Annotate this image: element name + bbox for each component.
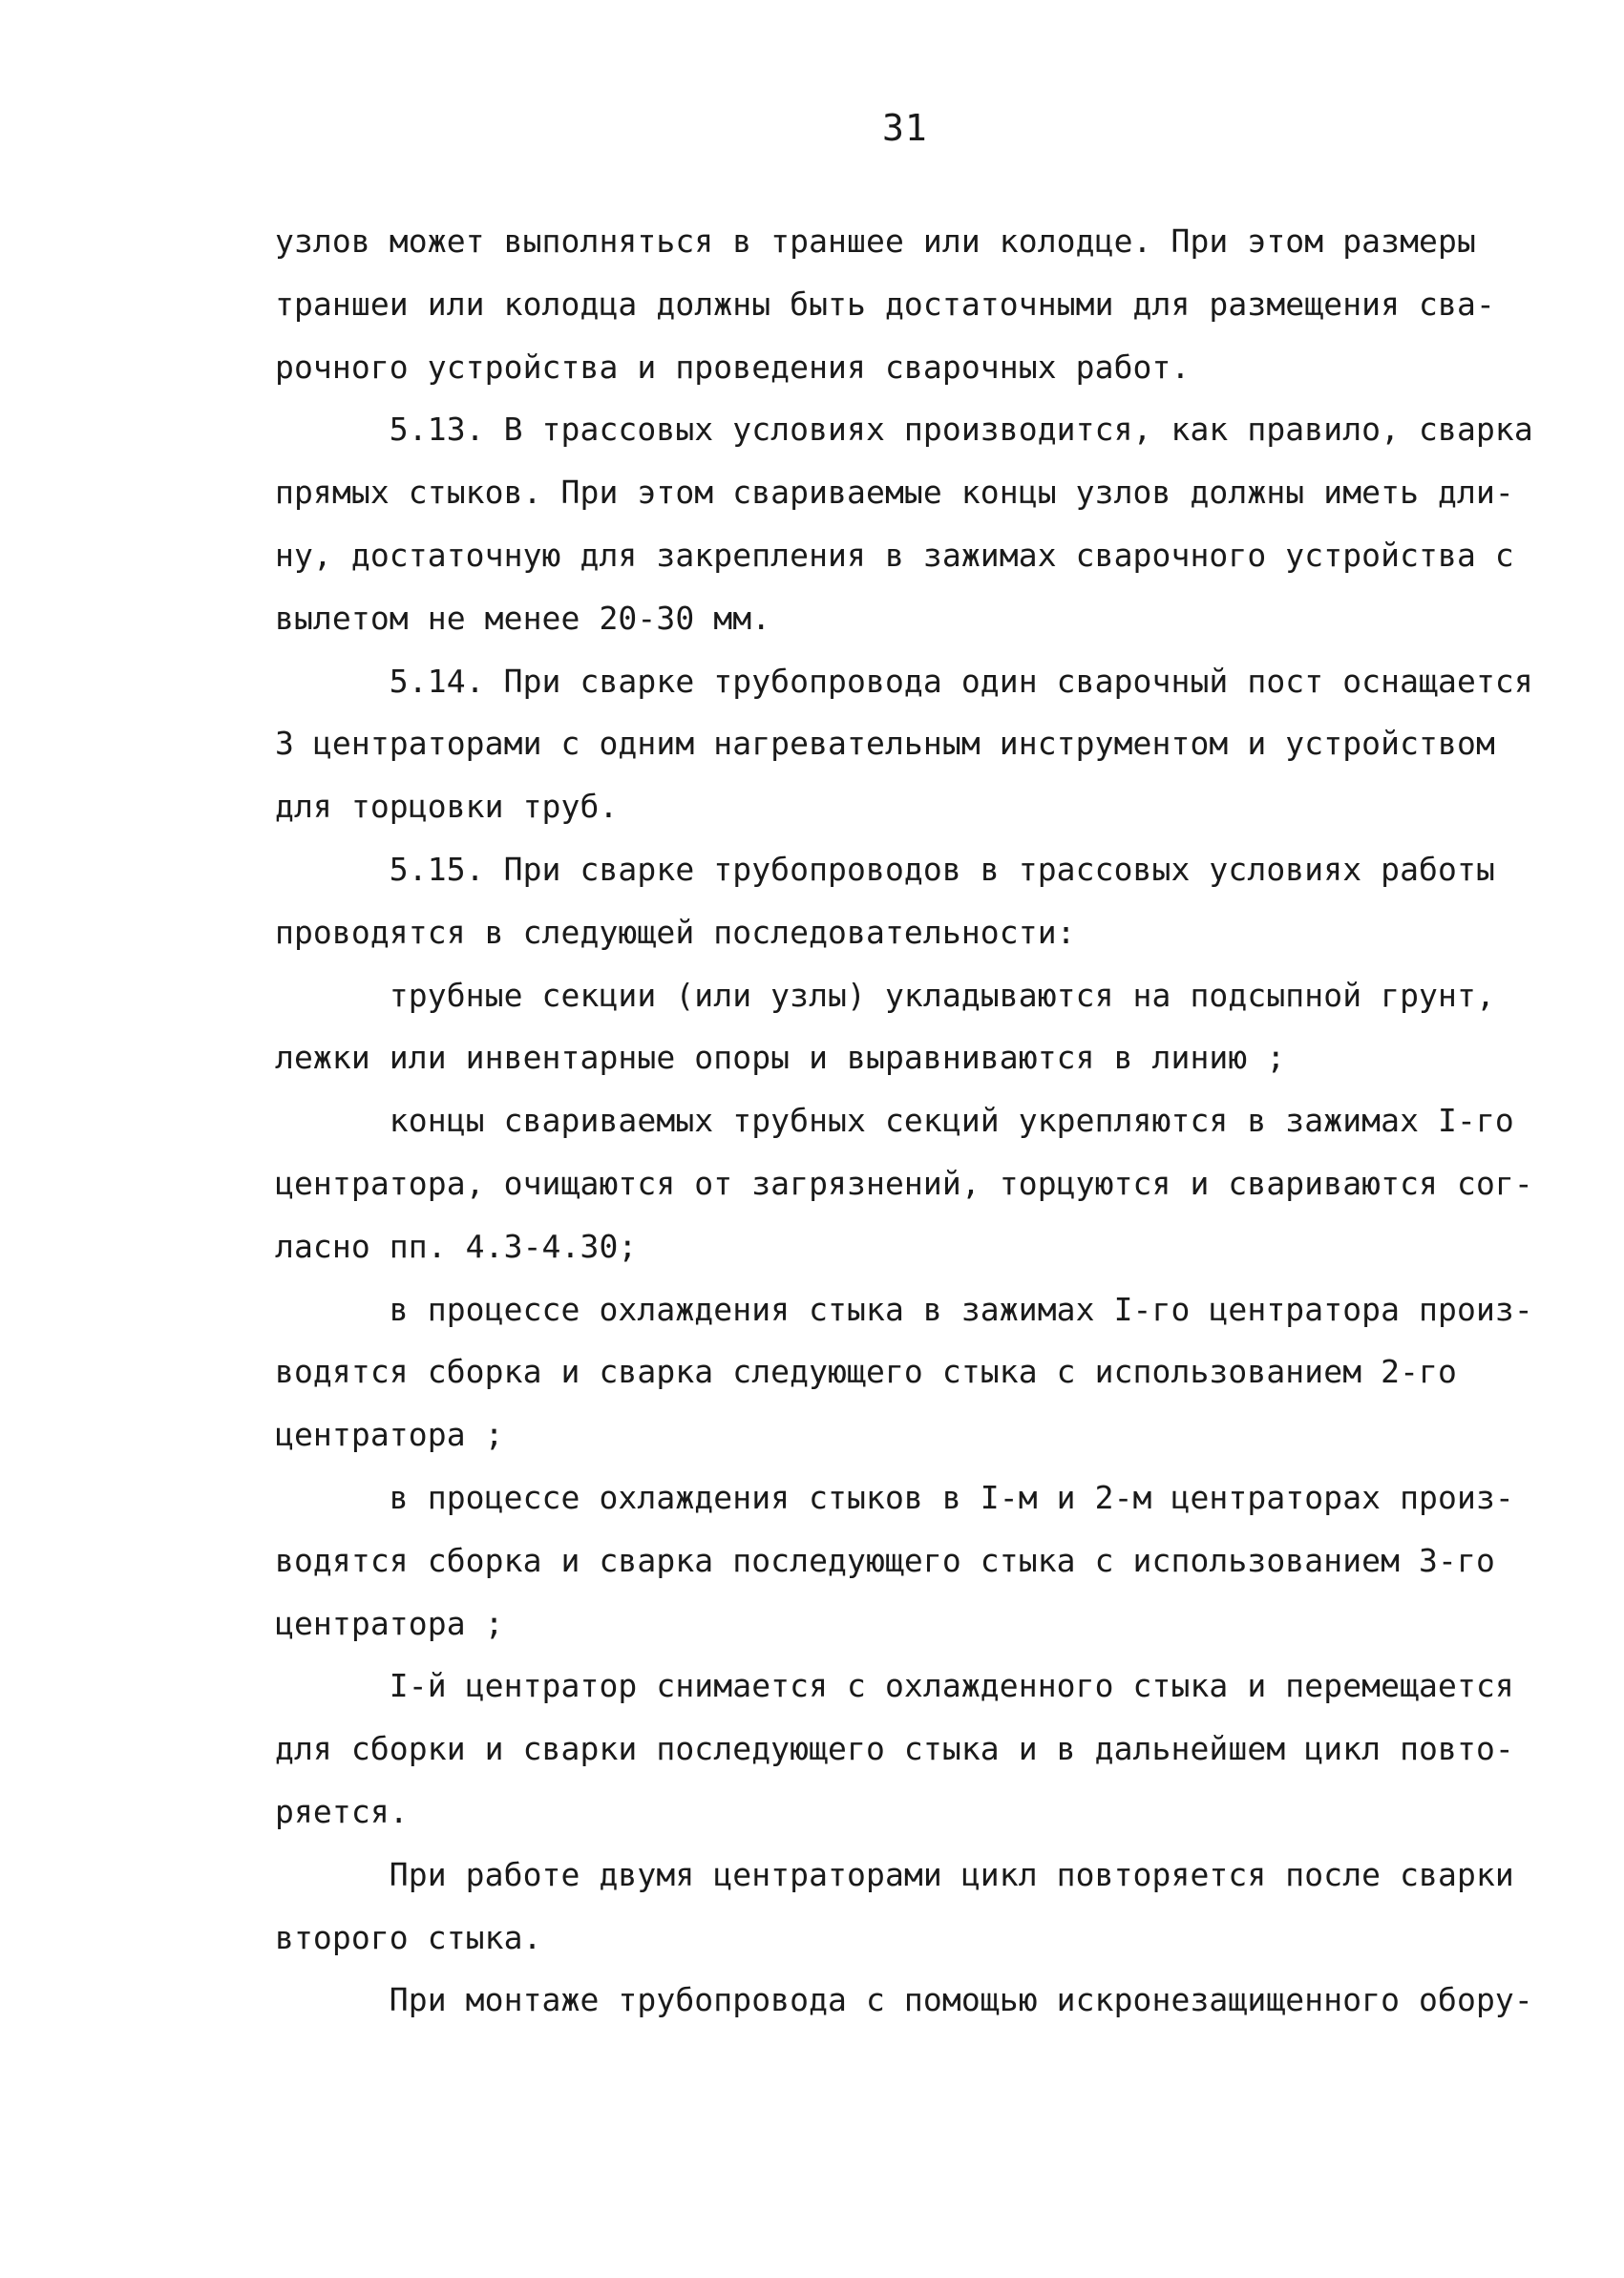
text-line: прямых стыков. При этом свариваемые концы узлов должны иметь дли-: [275, 474, 1514, 512]
text-line: лежки или инвентарные опоры и выравниваются в линию ;: [275, 1039, 1286, 1077]
text-line: рочного устройства и проведения сварочных работ.: [275, 348, 1191, 386]
page-number: 31: [882, 107, 928, 149]
text-line: 5.15. При сварке трубопроводов в трассовых условиях работы: [275, 850, 1495, 888]
text-line: водятся сборка и сварка следующего стыка с использованием 2-го: [275, 1353, 1457, 1391]
body-text: [275, 210, 1533, 2032]
text-line: При монтаже трубопровода с помощью искронезащищенного обору-: [275, 1981, 1533, 2019]
text-line: 3 центраторами с одним нагревательным инструментом и устройством: [275, 725, 1495, 763]
text-line: трубные секции (или узлы) укладываются на подсыпной грунт,: [275, 976, 1495, 1014]
text-line: центратора, очищаются от загрязнений, торцуются и свариваются сог-: [275, 1164, 1533, 1202]
text-line: концы свариваемых трубных секций укрепляются в зажимах I-го: [275, 1102, 1514, 1140]
text-line: второго стыка.: [275, 1918, 542, 1956]
text-line: центратора ;: [275, 1604, 504, 1642]
text-line: узлов может выполняться в траншее или колодце. При этом размеры: [275, 222, 1476, 260]
text-line: водятся сборка и сварка последующего стыка с использованием 3-го: [275, 1541, 1495, 1579]
text-line: для сборки и сварки последующего стыка и в дальнейшем цикл повто-: [275, 1730, 1514, 1768]
text-line: 5.13. В трассовых условиях производится, как правило, сварка: [275, 411, 1533, 449]
text-line: ласно пп. 4.3-4.30;: [275, 1227, 638, 1265]
text-line: центратора ;: [275, 1416, 504, 1454]
text-line: для торцовки труб.: [275, 788, 619, 826]
text-line: в процессе охлаждения стыка в зажимах I-го центратора произ-: [275, 1290, 1533, 1328]
text-line: ряется.: [275, 1792, 409, 1830]
text-line: траншеи или колодца должны быть достаточными для размещения сва-: [275, 285, 1495, 323]
text-line: вылетом не менее 20-30 мм.: [275, 599, 771, 637]
text-line: I-й центратор снимается с охлажденного стыка и перемещается: [275, 1667, 1514, 1705]
text-line: в процессе охлаждения стыков в I-м и 2-м центраторах произ-: [275, 1478, 1514, 1516]
text-line: ну, достаточную для закрепления в зажимах сварочного устройства с: [275, 536, 1514, 574]
text-line: проводятся в следующей последовательности:: [275, 913, 1076, 951]
text-line: 5.14. При сварке трубопровода один сварочный пост оснащается: [275, 662, 1533, 700]
text-line: При работе двумя центраторами цикл повторяется после сварки: [275, 1855, 1514, 1893]
